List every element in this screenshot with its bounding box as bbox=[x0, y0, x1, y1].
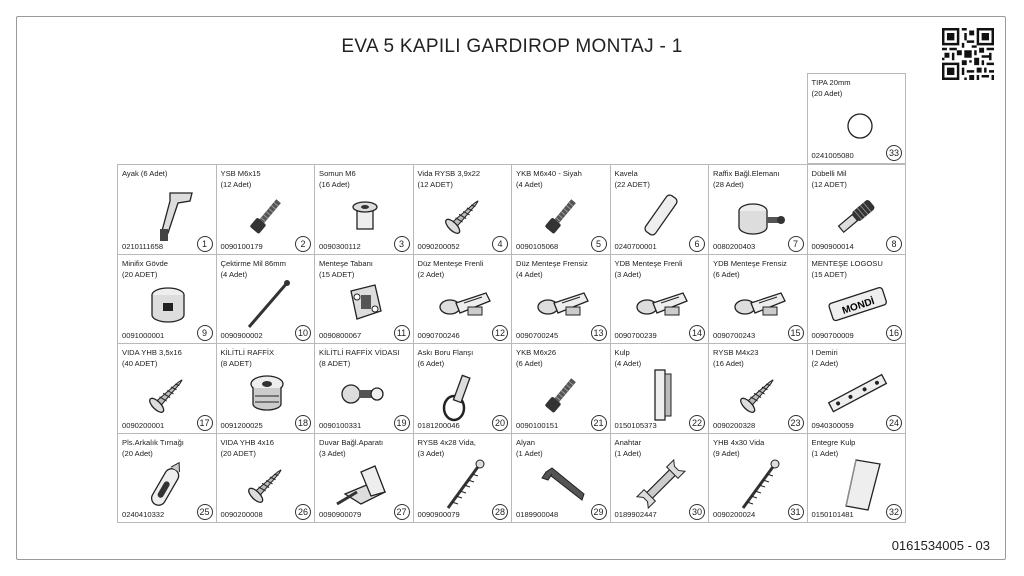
part-quantity: (40 ADET) bbox=[122, 359, 158, 368]
part-number-badge: 18 bbox=[295, 415, 311, 431]
part-name-label: Raffix Bağl.Elemanı bbox=[713, 169, 780, 178]
part-code: 0150105373 bbox=[614, 420, 657, 430]
nut-icon bbox=[335, 187, 395, 243]
part-name-label: Askı Boru Flanşı bbox=[417, 348, 474, 357]
part-name-label: YDB Menteşe Frensiz bbox=[713, 258, 787, 268]
part-name-label: YHB 4x30 Vida bbox=[713, 437, 765, 447]
part-quantity: (9 Adet) bbox=[713, 448, 740, 458]
part-name-label: Vida RYSB 3,9x22 bbox=[417, 169, 481, 178]
part-number-badge: 20 bbox=[492, 415, 508, 431]
part-number-badge: 33 bbox=[886, 145, 902, 161]
part-number-badge: 12 bbox=[492, 325, 508, 341]
part-cell bbox=[610, 343, 710, 434]
part-number-badge: 27 bbox=[394, 504, 410, 520]
part-code: 0189900048 bbox=[516, 510, 559, 519]
part-code: 0090700243 bbox=[713, 331, 756, 340]
wrench-icon bbox=[631, 456, 691, 512]
part-name-label: Dübelli Mil bbox=[811, 169, 847, 178]
part-number-badge: 25 bbox=[197, 504, 213, 520]
part-name-label: Çektirme Mil 86mm bbox=[220, 258, 286, 268]
part-code: 0090900002 bbox=[220, 331, 263, 340]
part-name-label: Minifix Gövde bbox=[122, 258, 169, 268]
part-name-label: KİLİTLİ RAFFİX bbox=[220, 348, 275, 357]
part-code: 0090900079 bbox=[319, 510, 362, 519]
part-cell bbox=[807, 254, 907, 345]
part-quantity: (1 Adet) bbox=[811, 448, 839, 458]
part-number-badge: 29 bbox=[591, 504, 607, 520]
part-name-label: VIDA YHB 3,5x16 bbox=[122, 348, 182, 357]
logo-text: MONDİ bbox=[840, 295, 876, 317]
part-cell bbox=[216, 164, 316, 255]
part-cell bbox=[216, 254, 316, 345]
part-number-badge: 2 bbox=[295, 236, 311, 252]
part-code: 0090700009 bbox=[811, 331, 854, 340]
part-cell bbox=[314, 164, 414, 255]
part-number-badge: 28 bbox=[492, 504, 508, 520]
part-quantity: (28 Adet) bbox=[713, 180, 744, 189]
part-quantity: (4 Adet) bbox=[614, 359, 642, 368]
part-quantity: (6 Adet) bbox=[516, 359, 543, 368]
minifix-icon bbox=[138, 277, 198, 333]
part-quantity: (20 Adet) bbox=[122, 448, 153, 458]
part-number-badge: 11 bbox=[394, 325, 410, 341]
part-number-badge: 31 bbox=[788, 504, 804, 520]
part-number-badge: 21 bbox=[591, 415, 607, 431]
part-cell bbox=[708, 343, 808, 434]
cap-icon bbox=[830, 98, 890, 154]
leg-icon bbox=[138, 187, 198, 243]
part-quantity: (6 Adet) bbox=[417, 359, 445, 368]
part-code: 0080200403 bbox=[713, 241, 756, 251]
part-code: 0090200008 bbox=[220, 510, 263, 519]
part-name-label: Entegre Kulp bbox=[811, 437, 856, 447]
raffix-icon bbox=[729, 187, 789, 243]
part-quantity: (3 Adet) bbox=[319, 448, 346, 458]
part-code: 0090105068 bbox=[516, 241, 559, 251]
long-screw-icon bbox=[729, 456, 789, 512]
part-code: 0090200001 bbox=[122, 420, 165, 430]
part-cell bbox=[216, 433, 316, 524]
part-name-label: Duvar Bağl.Aparatı bbox=[319, 437, 384, 447]
part-code: 0091000001 bbox=[122, 331, 165, 340]
part-code: 0210111658 bbox=[122, 241, 164, 251]
part-quantity: (6 Adet) bbox=[713, 269, 740, 279]
part-number-badge: 7 bbox=[788, 236, 804, 252]
part-cell bbox=[511, 254, 611, 345]
part-name-label: RYSB M4x23 bbox=[713, 348, 759, 357]
part-cell bbox=[216, 343, 316, 434]
part-quantity: (3 Adet) bbox=[614, 269, 642, 279]
integrated-handle-icon bbox=[828, 456, 888, 512]
part-quantity: (8 ADET) bbox=[319, 359, 351, 368]
part-code: 0189902447 bbox=[614, 510, 657, 519]
back-clip-icon bbox=[138, 456, 198, 512]
part-quantity: (4 Adet) bbox=[220, 269, 248, 279]
part-code: 0090700245 bbox=[516, 331, 559, 340]
part-number-badge: 14 bbox=[689, 325, 705, 341]
part-quantity: (3 Adet) bbox=[417, 448, 445, 458]
part-name-label: YKB M6x26 bbox=[516, 348, 557, 357]
part-cell bbox=[511, 164, 611, 255]
part-name-label: KİLİTLİ RAFFİX VİDASI bbox=[319, 348, 400, 357]
part-name-label: Düz Menteşe Frenli bbox=[417, 258, 484, 268]
part-cell bbox=[807, 343, 907, 434]
dowel-icon bbox=[631, 187, 691, 243]
bolt-icon bbox=[532, 366, 592, 422]
part-code: 0090100151 bbox=[516, 420, 559, 430]
part-name-label: Anahtar bbox=[614, 437, 642, 447]
part-quantity: (12 ADET) bbox=[811, 180, 847, 189]
part-cell bbox=[807, 433, 907, 524]
part-number-badge: 26 bbox=[295, 504, 311, 520]
part-code: 0241005080 bbox=[811, 150, 854, 160]
part-name-label: VIDA YHB 4x16 bbox=[220, 437, 274, 447]
part-number-badge: 10 bbox=[295, 325, 311, 341]
part-cell bbox=[413, 164, 513, 255]
part-number-badge: 5 bbox=[591, 236, 607, 252]
part-number-badge: 8 bbox=[886, 236, 902, 252]
part-name-label: Alyan bbox=[516, 437, 535, 447]
part-code: 0940300059 bbox=[811, 420, 854, 430]
part-cell bbox=[511, 343, 611, 434]
hinge-icon bbox=[532, 277, 592, 333]
screw-icon bbox=[434, 187, 494, 243]
part-name bbox=[812, 77, 851, 99]
part-number-badge: 17 bbox=[197, 415, 213, 431]
part-code: 0090300112 bbox=[319, 241, 361, 251]
part-name-label: Kavela bbox=[614, 169, 638, 178]
part-cell bbox=[610, 254, 710, 345]
part-number-badge: 30 bbox=[689, 504, 705, 520]
raffix-screw-icon bbox=[335, 366, 395, 422]
part-cell bbox=[708, 254, 808, 345]
part-name-label: YSB M6x15 bbox=[220, 169, 261, 178]
part-quantity: (2 Adet) bbox=[417, 269, 445, 279]
part-number-badge: 23 bbox=[788, 415, 804, 431]
part-cell bbox=[117, 254, 217, 345]
long-screw-icon bbox=[434, 456, 494, 512]
part-cell bbox=[413, 433, 513, 524]
part-number-badge: 19 bbox=[394, 415, 410, 431]
dowel-pin-icon bbox=[828, 187, 888, 243]
part-cell bbox=[610, 164, 710, 255]
part-name-label: RYSB 4x28 Vida, bbox=[417, 437, 476, 447]
logo-icon bbox=[828, 277, 888, 333]
hinge-icon bbox=[434, 277, 494, 333]
screw-icon bbox=[138, 366, 198, 422]
part-code: 0150101481 bbox=[811, 510, 854, 519]
hinge-icon bbox=[631, 277, 691, 333]
part-quantity: (8 ADET) bbox=[220, 359, 252, 368]
part-code: 0240700001 bbox=[614, 241, 657, 251]
part-quantity: (20 ADET) bbox=[122, 269, 158, 279]
part-code: 0090800067 bbox=[319, 331, 362, 340]
part-name-label: Ayak (6 Adet) bbox=[122, 169, 168, 178]
allen-key-icon bbox=[532, 456, 592, 512]
part-name-label: Düz Menteşe Frensiz bbox=[516, 258, 588, 268]
iron-plate-icon bbox=[828, 366, 888, 422]
part-number-badge: 13 bbox=[591, 325, 607, 341]
part-number-badge: 3 bbox=[394, 236, 410, 252]
locking-raffix-icon bbox=[237, 366, 297, 422]
part-quantity: (15 ADET) bbox=[319, 269, 355, 279]
part-quantity: (20 Adet) bbox=[811, 89, 843, 98]
part-cell bbox=[807, 164, 907, 255]
part-name-label: Pls.Arkalık Tırnağı bbox=[122, 437, 184, 447]
part-quantity: (20 ADET) bbox=[220, 448, 256, 458]
part-code: 0181200046 bbox=[417, 420, 460, 430]
part-code: 0090700246 bbox=[417, 331, 460, 340]
part-quantity: (2 Adet) bbox=[811, 359, 839, 368]
part-number-badge: 24 bbox=[886, 415, 902, 431]
part-number-badge: 15 bbox=[788, 325, 804, 341]
part-quantity: (12 ADET) bbox=[417, 180, 453, 189]
part-name-label: YDB Menteşe Frenli bbox=[614, 258, 683, 268]
part-name-label: Menteşe Tabanı bbox=[319, 258, 373, 268]
part-quantity: (4 Adet) bbox=[516, 269, 543, 279]
part-cell bbox=[413, 254, 513, 345]
part-quantity: (12 Adet) bbox=[220, 180, 252, 189]
part-cell bbox=[610, 433, 710, 524]
part-code: 0090900014 bbox=[811, 241, 854, 251]
part-number-badge: 32 bbox=[886, 504, 902, 520]
bolt-icon bbox=[532, 187, 592, 243]
part-number-badge: 4 bbox=[492, 236, 508, 252]
part-name-label: I Demiri bbox=[811, 348, 838, 357]
part-cell bbox=[511, 433, 611, 524]
part-quantity: (4 Adet) bbox=[516, 180, 543, 189]
part-cell bbox=[708, 433, 808, 524]
screw-icon bbox=[729, 366, 789, 422]
part-quantity: (16 Adet) bbox=[713, 359, 744, 368]
part-cell bbox=[807, 73, 907, 164]
part-code: 0240410332 bbox=[122, 510, 165, 519]
hinge-icon bbox=[729, 277, 789, 333]
part-code: 0091200025 bbox=[220, 420, 263, 430]
part-code: 0090100331 bbox=[319, 420, 362, 430]
hinge-plate-icon bbox=[335, 277, 395, 333]
part-cell bbox=[314, 433, 414, 524]
part-number-badge: 1 bbox=[197, 236, 213, 252]
part-name-label: YKB M6x40 - Siyah bbox=[516, 169, 582, 178]
flange-icon bbox=[434, 366, 494, 422]
part-code: 0090900079 bbox=[417, 510, 460, 519]
part-code: 0090200328 bbox=[713, 420, 756, 430]
part-quantity: (16 Adet) bbox=[319, 180, 350, 189]
part-name-label: TIPA 20mm bbox=[811, 78, 851, 87]
wall-bracket-icon bbox=[335, 456, 395, 512]
part-cell bbox=[314, 254, 414, 345]
part-quantity: (1 Adet) bbox=[516, 448, 543, 458]
part-number-badge: 6 bbox=[689, 236, 705, 252]
page-title: EVA 5 KAPILI GARDIROP MONTAJ - 1 bbox=[341, 36, 683, 57]
part-cell bbox=[117, 343, 217, 434]
screw-icon bbox=[237, 456, 297, 512]
part-number-badge: 22 bbox=[689, 415, 705, 431]
part-cell bbox=[117, 433, 217, 524]
part-number-badge: 9 bbox=[197, 325, 213, 341]
part-name-label: Somun M6 bbox=[319, 169, 356, 178]
part-quantity: (15 ADET) bbox=[811, 269, 847, 279]
part-number-badge: 16 bbox=[886, 325, 902, 341]
part-name-label: MENTEŞE LOGOSU bbox=[811, 258, 883, 268]
part-code: 0090700239 bbox=[614, 331, 657, 340]
part-code: 0090200052 bbox=[417, 241, 460, 251]
document-code: 0161534005 - 03 bbox=[891, 538, 990, 553]
part-quantity: (22 ADET) bbox=[614, 180, 650, 189]
part-cell bbox=[708, 164, 808, 255]
part-name-label: Kulp bbox=[614, 348, 630, 357]
part-cell bbox=[314, 343, 414, 434]
handle-icon bbox=[631, 366, 691, 422]
rod-icon bbox=[237, 277, 297, 333]
qr-code-icon bbox=[942, 28, 994, 80]
part-code: 0090200024 bbox=[713, 510, 756, 519]
part-name bbox=[122, 168, 167, 179]
part-quantity: (1 Adet) bbox=[614, 448, 642, 458]
part-cell bbox=[117, 164, 217, 255]
bolt-icon bbox=[237, 187, 297, 243]
part-cell bbox=[413, 343, 513, 434]
part-code: 0090100179 bbox=[220, 241, 263, 251]
